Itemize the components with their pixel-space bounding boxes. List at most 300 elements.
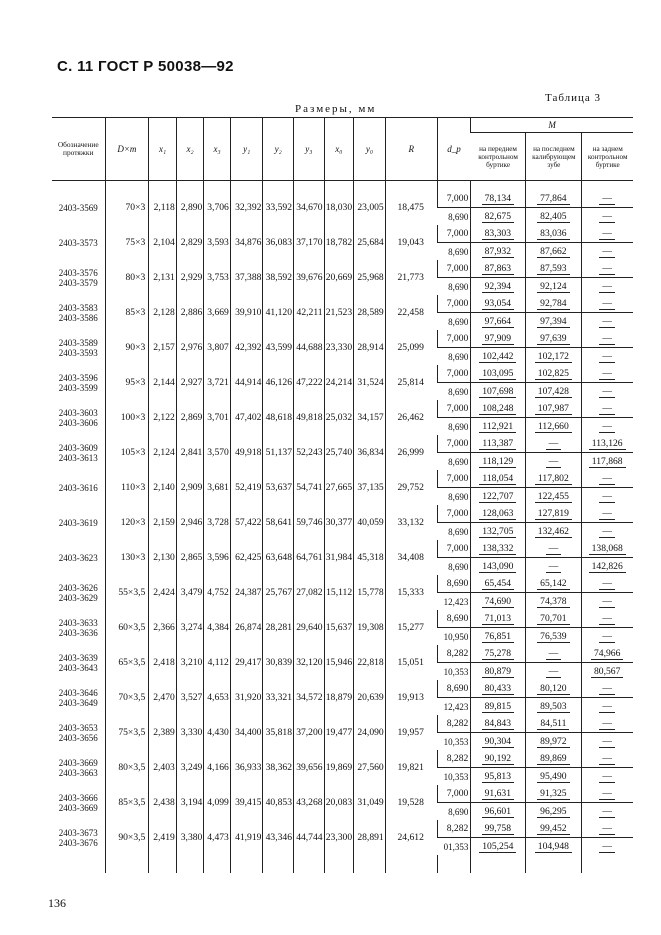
header-y1: y₁ — [230, 118, 263, 181]
m3-value: 113,126 — [589, 438, 626, 450]
y3-cell: 43,268 — [294, 785, 325, 820]
m1-value: 118,054 — [479, 473, 516, 485]
spacer-cell — [471, 181, 526, 191]
m3-cell — [582, 348, 633, 366]
x0-cell: 15,637 — [324, 610, 354, 645]
r-cell: 26,462 — [385, 400, 437, 435]
m3-cell — [582, 593, 633, 611]
table-row — [52, 260, 633, 278]
m2-cell — [526, 628, 582, 646]
broach-dimensions-table — [52, 117, 633, 873]
m3-value: — — [599, 473, 615, 485]
m3-cell — [582, 645, 633, 663]
m3-value: — — [599, 613, 615, 625]
x2-cell: 2,976 — [176, 330, 204, 365]
spacer-cell — [582, 855, 633, 864]
dp-cell: 7,000 — [437, 225, 471, 243]
m1-value: 95,813 — [482, 771, 514, 783]
m3-value: — — [599, 491, 615, 503]
y0-cell: 45,318 — [354, 540, 386, 575]
r-cell: 33,132 — [385, 505, 437, 540]
r-cell: 24,612 — [385, 820, 437, 855]
spacer-cell — [471, 855, 526, 864]
y3-cell: 59,746 — [294, 505, 325, 540]
header-y3: y₃ — [294, 118, 325, 181]
x1-cell: 2,366 — [149, 610, 177, 645]
designation-cell: 2403-3569 — [58, 202, 98, 213]
table-row — [52, 645, 633, 663]
x0-cell: 19,869 — [324, 750, 354, 785]
m3-value: — — [599, 736, 615, 748]
m2-cell — [526, 208, 582, 226]
m3-cell — [582, 470, 633, 488]
m2-cell — [526, 505, 582, 523]
m3-value: 142,826 — [589, 561, 626, 573]
m3-value: — — [599, 718, 615, 730]
table-row — [52, 365, 633, 383]
y3-cell: 42,211 — [294, 295, 325, 330]
y1-cell: 24,387 — [230, 575, 263, 610]
m2-cell — [526, 575, 582, 593]
m3-value: — — [599, 421, 615, 433]
x0-cell: 19,477 — [324, 715, 354, 750]
m1-value: 138,332 — [479, 543, 516, 555]
y3-cell: 29,640 — [294, 610, 325, 645]
x2-cell: 3,380 — [176, 820, 204, 855]
m1-value: 107,698 — [479, 386, 516, 398]
dm-cell: 65×3,5 — [105, 645, 149, 680]
dm-cell: 60×3,5 — [105, 610, 149, 645]
m2-cell — [526, 593, 582, 611]
designation-cell: 2403-3669 2403-3663 — [58, 757, 98, 778]
table-row — [52, 680, 633, 698]
y2-cell: 51,137 — [263, 435, 294, 470]
m3-value: — — [599, 228, 615, 240]
m2-cell — [526, 540, 582, 558]
dm-cell: 70×3 — [105, 190, 149, 225]
y3-cell: 34,572 — [294, 680, 325, 715]
dp-cell: 10,950 — [443, 631, 469, 642]
dm-cell: 80×3 — [105, 260, 149, 295]
header-dp: d_p — [437, 118, 471, 181]
x1-cell: 2,419 — [149, 820, 177, 855]
dp-cell: 7,000 — [437, 400, 471, 418]
x0-cell: 25,740 — [324, 435, 354, 470]
r-cell: 22,458 — [385, 295, 437, 330]
y1-cell: 36,933 — [230, 750, 263, 785]
m1-cell — [471, 540, 526, 558]
dp-cell: 8,282 — [437, 645, 471, 663]
m3-value: — — [599, 333, 615, 345]
y1-cell: 49,918 — [230, 435, 263, 470]
m1-cell — [471, 418, 526, 436]
r-cell: 19,043 — [385, 225, 437, 260]
m3-value: 138,068 — [589, 543, 626, 555]
m2-cell — [526, 715, 582, 733]
m2-value: 97,639 — [537, 333, 569, 345]
dp-cell: 8,690 — [448, 421, 469, 432]
y1-cell: 44,914 — [230, 365, 263, 400]
m1-value: 118,129 — [479, 456, 516, 468]
m3-cell — [582, 820, 633, 838]
spacer-cell — [176, 181, 204, 191]
dp-cell: 7,000 — [437, 260, 471, 278]
dp-cell: 8,690 — [448, 351, 469, 362]
m2-cell — [526, 418, 582, 436]
dm-cell: 90×3 — [105, 330, 149, 365]
dp-cell: 8,690 — [437, 680, 471, 698]
y0-cell: 27,560 — [354, 750, 386, 785]
dm-cell: 120×3 — [105, 505, 149, 540]
dp-cell: 8,690 — [448, 246, 469, 257]
spacer-cell — [204, 855, 231, 864]
dp-cell: 8,690 — [448, 456, 469, 467]
dp-cell: 8,282 — [437, 750, 471, 768]
m2-value: 95,490 — [537, 771, 569, 783]
x2-cell: 2,929 — [176, 260, 204, 295]
m2-value: — — [546, 648, 562, 660]
m2-cell — [526, 750, 582, 768]
m2-cell — [526, 803, 582, 821]
y1-cell: 31,920 — [230, 680, 263, 715]
m3-cell — [582, 383, 633, 401]
r-cell: 19,528 — [385, 785, 437, 820]
m2-value: 102,825 — [535, 368, 572, 380]
x2-cell: 2,841 — [176, 435, 204, 470]
r-cell: 25,099 — [385, 330, 437, 365]
y3-cell: 34,670 — [294, 190, 325, 225]
table-body — [52, 181, 633, 874]
y3-cell: 32,120 — [294, 645, 325, 680]
m1-cell — [471, 750, 526, 768]
table-row — [52, 190, 633, 208]
y0-cell: 34,157 — [354, 400, 386, 435]
dm-cell: 85×3,5 — [105, 785, 149, 820]
m1-cell — [471, 190, 526, 208]
dm-cell: 130×3 — [105, 540, 149, 575]
y1-cell: 37,388 — [230, 260, 263, 295]
y3-cell: 47,222 — [294, 365, 325, 400]
m2-cell — [526, 365, 582, 383]
y1-cell: 57,422 — [230, 505, 263, 540]
m2-value: 107,428 — [535, 386, 572, 398]
y2-cell: 43,599 — [263, 330, 294, 365]
dp-cell: 7,000 — [437, 365, 471, 383]
y0-cell: 22,818 — [354, 645, 386, 680]
m3-cell — [582, 400, 633, 418]
m2-value: 112,660 — [535, 421, 572, 433]
x0-cell: 20,669 — [324, 260, 354, 295]
dp-cell: 8,690 — [448, 386, 469, 397]
m1-value: 97,909 — [482, 333, 514, 345]
y0-cell: 28,891 — [354, 820, 386, 855]
x1-cell: 2,418 — [149, 645, 177, 680]
m1-value: 89,815 — [482, 701, 514, 713]
m2-value: 82,405 — [537, 211, 569, 223]
y2-cell: 38,362 — [263, 750, 294, 785]
m1-value: 103,095 — [479, 368, 516, 380]
dp-cell: 7,000 — [437, 505, 471, 523]
m1-cell — [471, 470, 526, 488]
m3-value: 74,966 — [591, 648, 623, 660]
designation-cell: 2403-3603 2403-3606 — [58, 407, 98, 428]
m1-cell — [471, 575, 526, 593]
m3-value: — — [599, 368, 615, 380]
m3-cell — [582, 313, 633, 331]
m3-cell — [582, 750, 633, 768]
x3-cell: 4,752 — [204, 575, 231, 610]
m1-cell — [471, 733, 526, 751]
y0-cell: 40,059 — [354, 505, 386, 540]
m3-cell — [582, 330, 633, 348]
y2-cell: 40,853 — [263, 785, 294, 820]
m3-cell — [582, 628, 633, 646]
m1-cell — [471, 558, 526, 576]
dp-cell: 8,690 — [437, 610, 471, 628]
header-designation: Обозначение протяжки — [52, 118, 105, 181]
spacer-cell — [230, 855, 263, 864]
x0-cell: 25,032 — [324, 400, 354, 435]
m2-cell — [526, 330, 582, 348]
spacer-cell — [149, 855, 177, 864]
x3-cell: 3,593 — [204, 225, 231, 260]
m2-cell — [526, 295, 582, 313]
y3-cell: 37,170 — [294, 225, 325, 260]
designation-cell: 2403-3623 — [58, 552, 98, 563]
y1-cell: 32,392 — [230, 190, 263, 225]
m1-cell — [471, 365, 526, 383]
m3-cell — [582, 715, 633, 733]
m2-value: — — [546, 543, 562, 555]
m2-cell — [526, 698, 582, 716]
table-row — [52, 505, 633, 523]
y3-cell: 39,656 — [294, 750, 325, 785]
x0-cell: 15,946 — [324, 645, 354, 680]
m1-value: 108,248 — [479, 403, 516, 415]
dp-cell: 7,000 — [437, 435, 471, 453]
dp-cell: 7,000 — [437, 190, 471, 208]
spacer-cell — [354, 181, 386, 191]
m3-value: — — [599, 683, 615, 695]
y1-cell: 39,415 — [230, 785, 263, 820]
r-cell: 19,913 — [385, 680, 437, 715]
m2-value: — — [546, 438, 562, 450]
m2-cell — [526, 733, 582, 751]
m3-value: — — [599, 753, 615, 765]
dm-cell: 75×3,5 — [105, 715, 149, 750]
y0-cell: 36,834 — [354, 435, 386, 470]
m1-value: 99,758 — [482, 823, 514, 835]
dm-cell: 95×3 — [105, 365, 149, 400]
m3-value: — — [599, 578, 615, 590]
r-cell: 26,999 — [385, 435, 437, 470]
table-row — [52, 400, 633, 418]
m2-cell — [526, 225, 582, 243]
m1-cell — [471, 628, 526, 646]
m1-value: 83,303 — [482, 228, 514, 240]
y0-cell: 31,049 — [354, 785, 386, 820]
x3-cell: 3,706 — [204, 190, 231, 225]
spacer-cell — [263, 181, 294, 191]
m2-value: 89,869 — [537, 753, 569, 765]
dp-cell: 12,423 — [443, 701, 469, 712]
x0-cell: 18,879 — [324, 680, 354, 715]
designation-cell: 2403-3673 2403-3676 — [58, 827, 98, 848]
dm-cell: 55×3,5 — [105, 575, 149, 610]
r-cell: 15,051 — [385, 645, 437, 680]
m1-cell — [471, 715, 526, 733]
m3-value: — — [599, 788, 615, 800]
dp-cell: 10,353 — [443, 771, 469, 782]
spacer-cell — [176, 855, 204, 864]
m3-value: — — [599, 631, 615, 643]
x0-cell: 21,523 — [324, 295, 354, 330]
x0-cell: 20,083 — [324, 785, 354, 820]
x1-cell: 2,144 — [149, 365, 177, 400]
m3-cell — [582, 768, 633, 786]
y1-cell: 39,910 — [230, 295, 263, 330]
m1-cell — [471, 383, 526, 401]
spacer-cell — [294, 181, 325, 191]
m2-value: 70,701 — [537, 613, 569, 625]
m1-value: 92,394 — [482, 281, 514, 293]
y2-cell: 25,767 — [263, 575, 294, 610]
table-caption: Таблица 3 — [545, 92, 602, 104]
m3-value: — — [599, 771, 615, 783]
r-cell: 19,957 — [385, 715, 437, 750]
spacer-cell — [471, 864, 526, 873]
m3-value: — — [599, 526, 615, 538]
designation-cell: 2403-3583 2403-3586 — [58, 302, 98, 323]
x1-cell: 2,157 — [149, 330, 177, 365]
y3-cell: 54,741 — [294, 470, 325, 505]
m2-cell — [526, 400, 582, 418]
spacer-cell — [263, 864, 294, 873]
m2-value: 84,511 — [537, 718, 569, 730]
m3-cell — [582, 208, 633, 226]
m2-cell — [526, 278, 582, 296]
spacer-cell — [230, 181, 263, 191]
m1-value: 91,631 — [482, 788, 514, 800]
m2-value: 97,394 — [537, 316, 569, 328]
dp-cell: 8,690 — [448, 316, 469, 327]
m3-cell — [582, 575, 633, 593]
designation-cell: 2403-3626 2403-3629 — [58, 582, 98, 603]
dp-cell: 8,690 — [448, 526, 469, 537]
m1-value: 143,090 — [479, 561, 516, 573]
dp-cell: 7,000 — [437, 470, 471, 488]
m2-value: 74,378 — [537, 596, 569, 608]
x2-cell: 2,865 — [176, 540, 204, 575]
r-cell: 18,475 — [385, 190, 437, 225]
m3-cell — [582, 278, 633, 296]
m2-value: 89,972 — [537, 736, 569, 748]
table-row — [52, 820, 633, 838]
m2-value: 87,593 — [537, 263, 569, 275]
m2-cell — [526, 488, 582, 506]
m2-cell — [526, 383, 582, 401]
x1-cell: 2,124 — [149, 435, 177, 470]
dp-cell: 8,690 — [448, 561, 469, 572]
y3-cell: 44,744 — [294, 820, 325, 855]
dp-cell: 7,000 — [437, 295, 471, 313]
y2-cell: 36,083 — [263, 225, 294, 260]
dp-cell: 8,690 — [437, 575, 471, 593]
y2-cell: 28,281 — [263, 610, 294, 645]
m3-value: — — [599, 596, 615, 608]
spacer-cell — [385, 864, 437, 873]
m1-cell — [471, 435, 526, 453]
x2-cell: 2,927 — [176, 365, 204, 400]
spacer-cell — [52, 855, 105, 864]
m1-value: 65,454 — [482, 578, 514, 590]
m1-value: 84,843 — [482, 718, 514, 730]
spacer-cell — [294, 855, 325, 864]
x1-cell: 2,470 — [149, 680, 177, 715]
m1-value: 128,063 — [479, 508, 516, 520]
x2-cell: 2,829 — [176, 225, 204, 260]
y0-cell: 25,968 — [354, 260, 386, 295]
m1-value: 80,879 — [482, 666, 514, 678]
y1-cell: 34,400 — [230, 715, 263, 750]
designation-cell: 2403-3573 — [58, 237, 98, 248]
document-header: С. 11 ГОСТ Р 50038—92 — [57, 58, 234, 75]
x3-cell: 4,384 — [204, 610, 231, 645]
table-row — [52, 330, 633, 348]
r-cell: 21,773 — [385, 260, 437, 295]
x1-cell: 2,424 — [149, 575, 177, 610]
m2-cell — [526, 348, 582, 366]
x3-cell: 3,753 — [204, 260, 231, 295]
header-x1: x₁ — [149, 118, 177, 181]
x0-cell: 23,300 — [324, 820, 354, 855]
m1-cell — [471, 260, 526, 278]
m3-value: 80,567 — [591, 666, 623, 678]
x1-cell: 2,403 — [149, 750, 177, 785]
dp-cell: 12,423 — [443, 596, 469, 607]
spacer-cell — [437, 855, 471, 864]
x1-cell: 2,159 — [149, 505, 177, 540]
x1-cell: 2,438 — [149, 785, 177, 820]
m1-cell — [471, 330, 526, 348]
table-row — [52, 470, 633, 488]
m1-value: 112,921 — [479, 421, 516, 433]
x3-cell: 3,721 — [204, 365, 231, 400]
m2-value: 80,120 — [537, 683, 569, 695]
x3-cell: 3,728 — [204, 505, 231, 540]
m1-cell — [471, 838, 526, 856]
m2-cell — [526, 190, 582, 208]
y0-cell: 28,589 — [354, 295, 386, 330]
m3-cell — [582, 365, 633, 383]
m2-value: 89,503 — [537, 701, 569, 713]
m3-value: — — [599, 298, 615, 310]
m3-value: — — [599, 841, 615, 853]
dm-cell: 70×3,5 — [105, 680, 149, 715]
m2-value: 83,036 — [537, 228, 569, 240]
m2-value: 99,452 — [537, 823, 569, 835]
m2-value: 102,172 — [535, 351, 572, 363]
m3-value: — — [599, 701, 615, 713]
header-m-front: на переднем контрольном буртике — [471, 133, 526, 181]
x3-cell: 4,099 — [204, 785, 231, 820]
y3-cell: 39,676 — [294, 260, 325, 295]
m1-value: 76,851 — [482, 631, 514, 643]
m1-value: 71,013 — [482, 613, 514, 625]
m3-value: — — [599, 316, 615, 328]
m2-value: 107,987 — [535, 403, 572, 415]
m2-value: 96,295 — [537, 806, 569, 818]
